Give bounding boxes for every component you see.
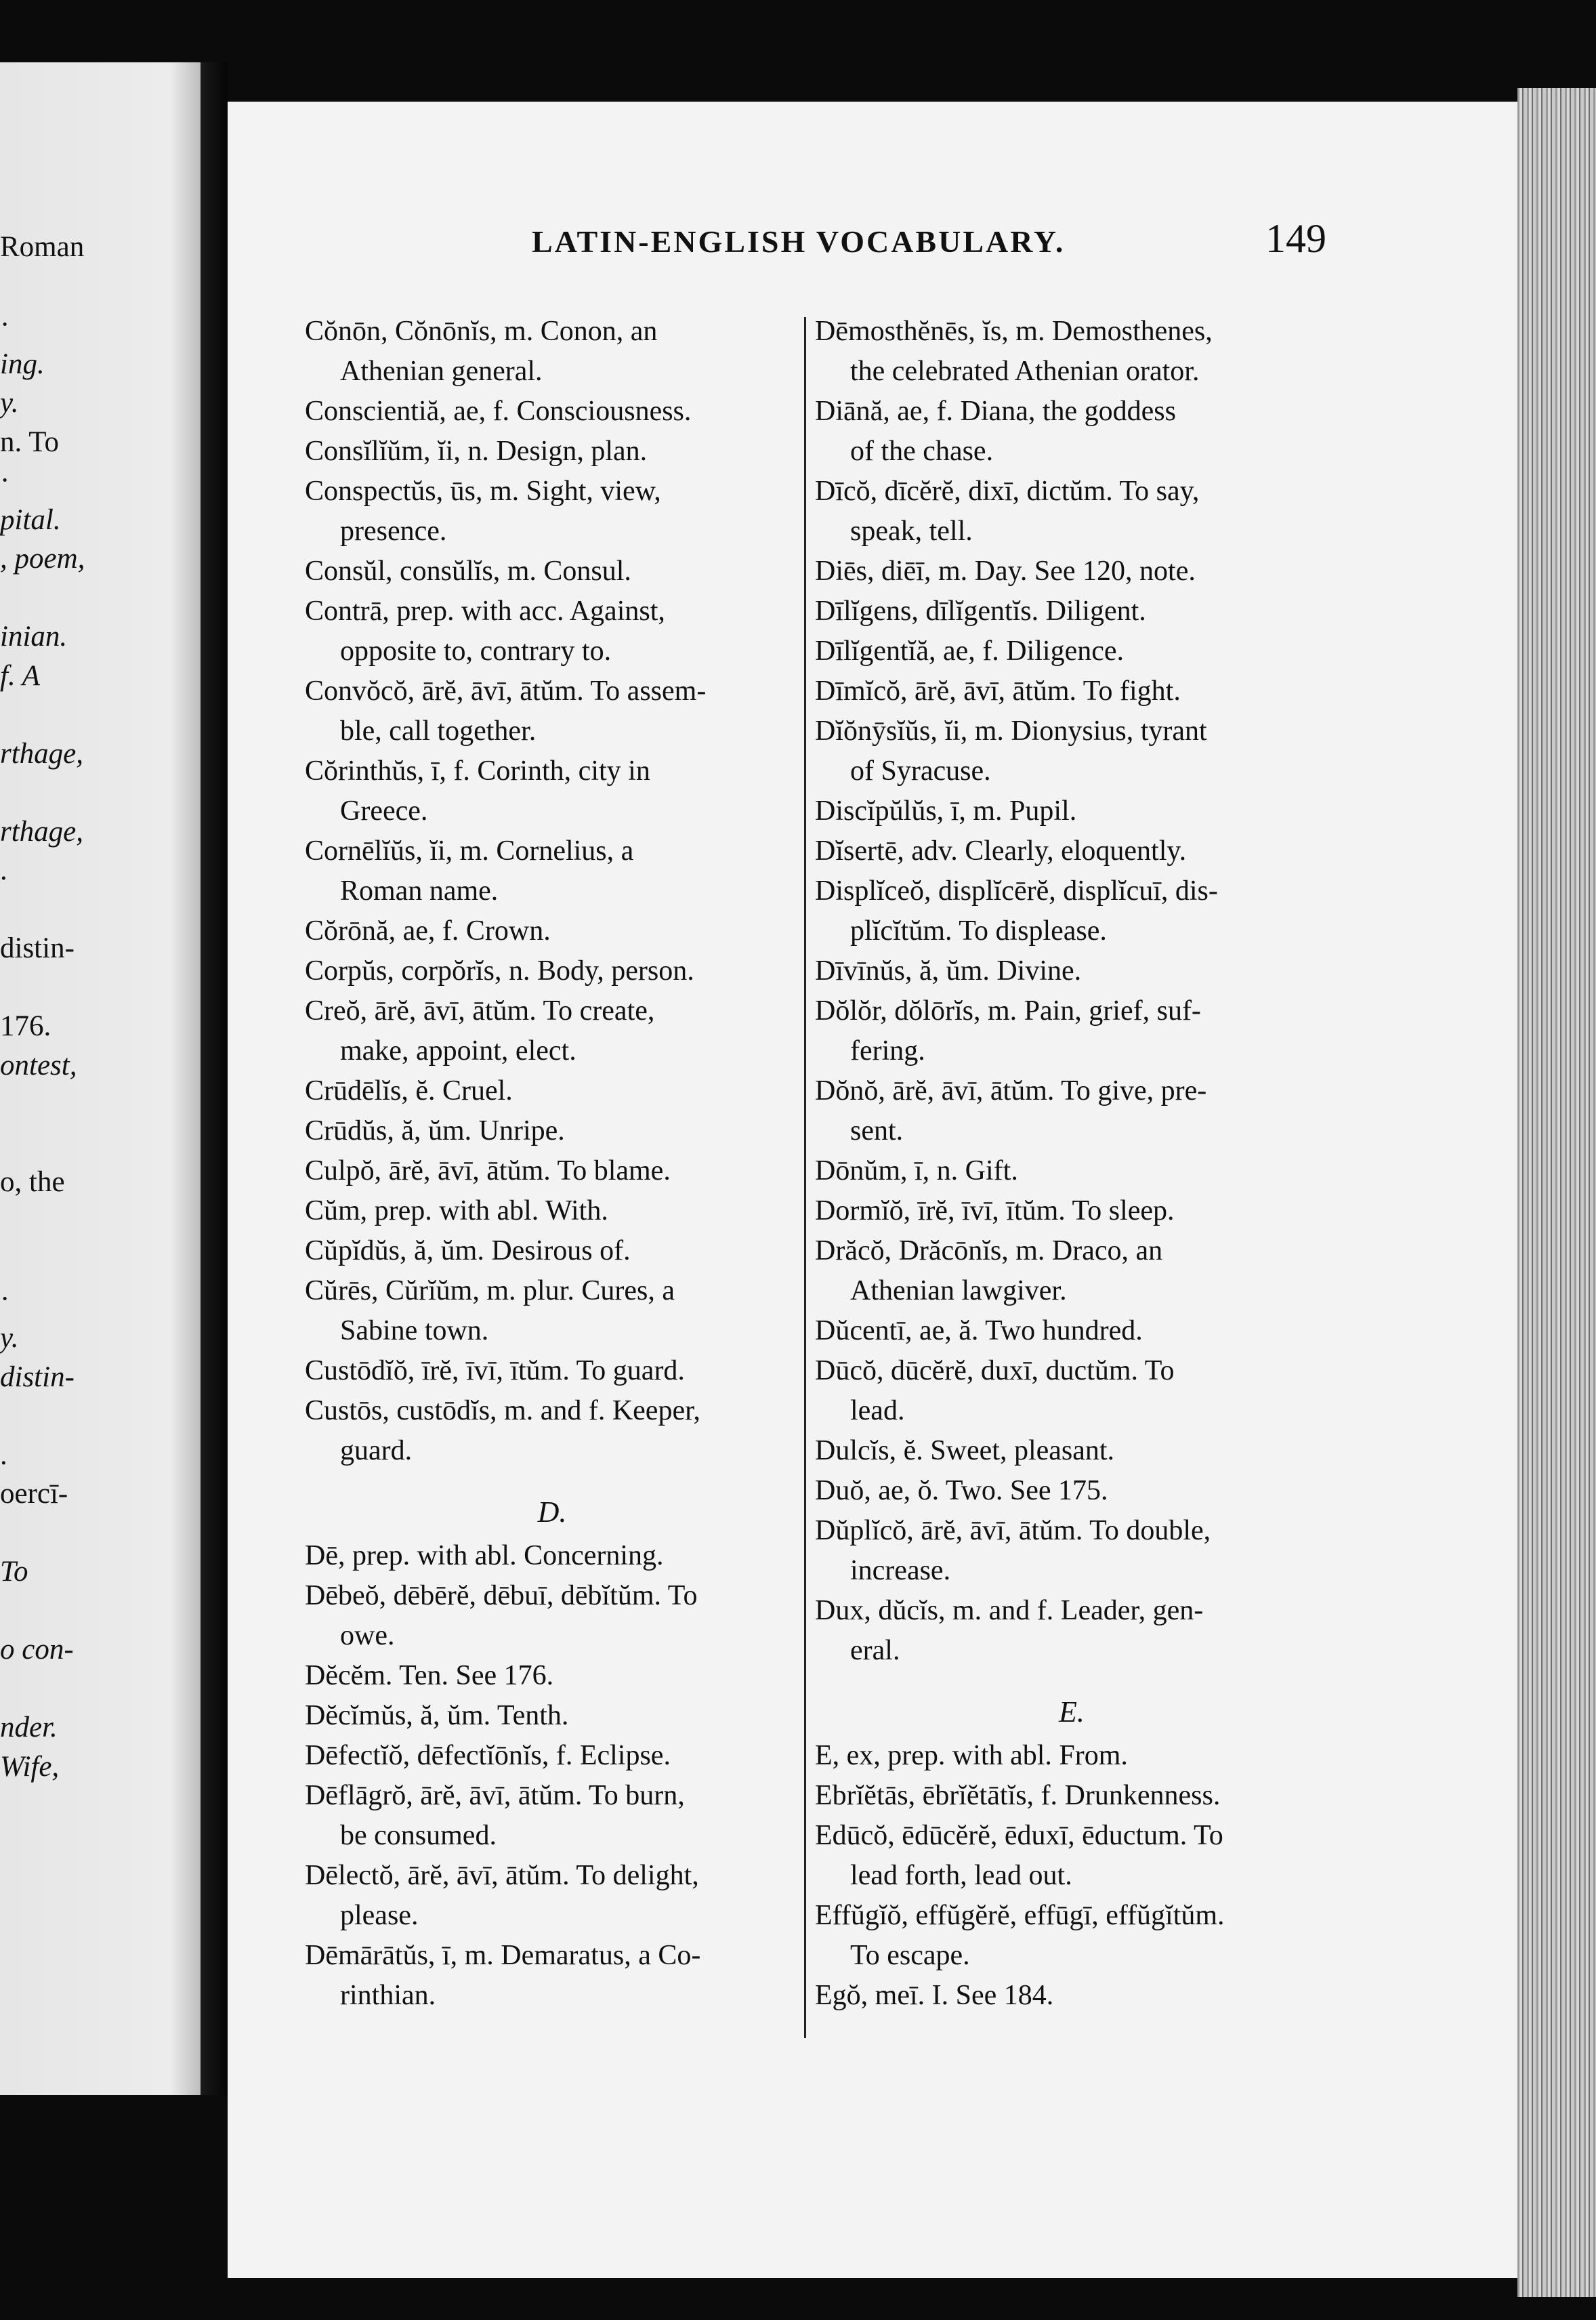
right-column (815, 312, 1328, 2016)
vocab-entry (815, 1311, 1328, 1351)
facing-page-text: y. (0, 1322, 19, 1354)
entry-line: Dulcĭs, ĕ. Sweet, pleasant. (815, 1435, 1115, 1466)
entry-line: Dēfectĭŏ, dēfectĭōnĭs, f. Eclipse. (305, 1740, 671, 1771)
entry-continuation: Greece. (340, 795, 428, 827)
vocab-entry (815, 1471, 1328, 1511)
page-edge (1517, 88, 1596, 2297)
entry-continuation: Athenian general. (340, 356, 543, 387)
facing-page-text: rthage, (0, 815, 84, 848)
entry-line: Dēbeŏ, dēbērĕ, dēbuī, dēbĭtŭm. To (305, 1580, 698, 1611)
facing-page-text: Wife, (0, 1750, 60, 1783)
facing-page-text: oercī- (0, 1478, 68, 1510)
vocab-entry (815, 472, 1328, 552)
vocab-entry (305, 592, 799, 671)
vocab-entry (815, 671, 1328, 711)
entry-line: Dŭplĭcŏ, ārĕ, āvī, ātŭm. To double, (815, 1515, 1211, 1546)
entry-line: Consŭl, consŭlĭs, m. Consul. (305, 556, 631, 587)
facing-page-text: f. A (0, 659, 40, 692)
vocab-entry (815, 871, 1328, 951)
vocab-entry (305, 1071, 799, 1111)
facing-page-text: y. (0, 387, 19, 419)
entry-line: Cŏrōnă, ae, f. Crown. (305, 915, 551, 947)
facing-page-text: rthage, (0, 737, 84, 770)
entry-line: Dē, prep. with abl. Concerning. (305, 1540, 664, 1571)
vocab-entry (305, 1151, 799, 1191)
entry-continuation: sent. (850, 1115, 904, 1146)
vocab-entry (305, 1696, 799, 1736)
vocab-entry (305, 1736, 799, 1776)
facing-page-fragment (0, 62, 201, 2095)
entry-line: Drăcŏ, Drăcōnĭs, m. Draco, an (815, 1235, 1163, 1266)
facing-page-text: Roman (0, 231, 85, 263)
left-column (305, 312, 799, 2016)
vocab-entry (305, 1776, 799, 1856)
entry-line: Creŏ, ārĕ, āvī, ātŭm. To create, (305, 995, 655, 1027)
entry-line: Contrā, prep. with acc. Against, (305, 596, 665, 627)
vocab-entry (305, 1576, 799, 1656)
vocab-entry (305, 432, 799, 472)
vocab-entry (815, 1071, 1328, 1151)
entry-line: Dūcŏ, dūcĕrĕ, duxī, ductŭm. To (815, 1355, 1175, 1386)
entry-line: Dēflāgrŏ, ārĕ, āvī, ātŭm. To burn, (305, 1780, 685, 1811)
entry-continuation: make, appoint, elect. (340, 1035, 576, 1066)
vocab-entry (305, 472, 799, 552)
vocab-entry (305, 951, 799, 991)
vocab-entry (815, 312, 1328, 392)
entry-line: Cŏrinthŭs, ī, f. Corinth, city in (305, 755, 650, 787)
entry-line: Dĭsertē, adv. Clearly, eloquently. (815, 835, 1187, 867)
entry-continuation: guard. (340, 1435, 413, 1466)
facing-page-text: n. To (0, 426, 59, 458)
entry-continuation: To escape. (850, 1940, 970, 1971)
column-divider (804, 317, 806, 2038)
vocab-entry (305, 911, 799, 951)
vocab-entry (305, 1656, 799, 1696)
entry-continuation: Roman name. (340, 875, 499, 907)
entry-line: Dōnŭm, ī, n. Gift. (815, 1155, 1018, 1186)
entry-continuation: eral. (850, 1635, 900, 1666)
entry-line: Dĕcĭmŭs, ă, ŭm. Tenth. (305, 1700, 569, 1731)
entry-line: Ebrĭĕtās, ēbrĭĕtātĭs, f. Drunkenness. (815, 1780, 1221, 1811)
vocab-entry (815, 991, 1328, 1071)
entry-line: Dēmārātŭs, ī, m. Demaratus, a Co- (305, 1940, 701, 1971)
entry-continuation: fering. (850, 1035, 925, 1066)
vocab-entry (305, 392, 799, 432)
entry-line: Duŏ, ae, ŏ. Two. See 175. (815, 1475, 1108, 1506)
entry-continuation: owe. (340, 1620, 395, 1651)
facing-page-text: · (0, 465, 10, 497)
entry-line: Conscientiă, ae, f. Consciousness. (305, 396, 692, 427)
entry-line: Effŭgĭŏ, effŭgĕrĕ, effūgī, effŭgĭtŭm. (815, 1900, 1225, 1931)
vocab-entry (305, 831, 799, 911)
vocab-entry (305, 1231, 799, 1271)
vocab-entry (815, 1151, 1328, 1191)
vocab-entry (815, 951, 1328, 991)
entry-line: Cornēlĭŭs, ĭi, m. Cornelius, a (305, 835, 634, 867)
book-gutter (201, 62, 228, 2095)
vocab-entry (815, 711, 1328, 791)
entry-line: Consĭlĭŭm, ĭi, n. Design, plan. (305, 436, 648, 467)
entry-continuation: the celebrated Athenian orator. (850, 356, 1200, 387)
entry-line: Custōs, custōdĭs, m. and f. Keeper, (305, 1395, 700, 1426)
entry-continuation: opposite to, contrary to. (340, 636, 612, 667)
facing-page-text: distin- (0, 932, 75, 964)
entry-line: Convŏcŏ, ārĕ, āvī, ātŭm. To assem- (305, 676, 707, 707)
entry-line: Diānă, ae, f. Diana, the goddess (815, 396, 1176, 427)
vocab-entry (815, 1591, 1328, 1671)
entry-line: Edūcŏ, ēdūcĕrĕ, ēduxī, ēductum. To (815, 1820, 1223, 1851)
entry-line: Cŏnōn, Cŏnōnĭs, m. Conon, an (305, 316, 658, 347)
vocab-entry (815, 1896, 1328, 1976)
vocab-entry (815, 552, 1328, 592)
vocab-entry (305, 671, 799, 751)
facing-page-text: . (0, 1438, 7, 1471)
entry-continuation: lead forth, lead out. (850, 1860, 1072, 1891)
entry-line: Dīcŏ, dīcĕrĕ, dixī, dictŭm. To say, (815, 476, 1200, 507)
vocab-entry (305, 1351, 799, 1391)
entry-continuation: speak, tell. (850, 516, 973, 547)
vocab-entry (815, 592, 1328, 631)
entry-line: Dĕcĕm. Ten. See 176. (305, 1660, 554, 1691)
entry-line: Dīlĭgentĭă, ae, f. Diligence. (815, 636, 1124, 667)
facing-page-text: pital. (0, 503, 61, 536)
entry-line: Displĭceŏ, displĭcērĕ, displĭcuī, dis- (815, 875, 1218, 907)
entry-line: Dŏlŏr, dŏlōrĭs, m. Pain, grief, suf- (815, 995, 1201, 1027)
entry-continuation: Sabine town. (340, 1315, 489, 1346)
section-letter: E. (1059, 1695, 1085, 1728)
vocab-entry (305, 751, 799, 831)
entry-line: Crūdŭs, ă, ŭm. Unripe. (305, 1115, 565, 1146)
vocab-entry (815, 791, 1328, 831)
entry-line: Cŭm, prep. with abl. With. (305, 1195, 608, 1226)
entry-continuation: increase. (850, 1555, 951, 1586)
entry-line: Dormĭŏ, īrĕ, īvī, ītŭm. To sleep. (815, 1195, 1175, 1226)
vocab-entry (815, 1976, 1328, 2016)
vocab-entry (815, 1191, 1328, 1231)
vocab-entry (305, 991, 799, 1071)
vocab-entry (815, 1431, 1328, 1471)
facing-page-text: 176. (0, 1010, 51, 1042)
entry-line: Egŏ, meī. I. See 184. (815, 1980, 1054, 2011)
facing-page-text: nder. (0, 1712, 58, 1743)
entry-line: Dīlĭgens, dīlĭgentĭs. Diligent. (815, 596, 1146, 627)
facing-page-text: distin- (0, 1361, 75, 1393)
vocab-entry (305, 312, 799, 392)
entry-line: Dēmosthĕnēs, ĭs, m. Demosthenes, (815, 316, 1213, 347)
entry-continuation: plĭcĭtŭm. To displease. (850, 915, 1107, 947)
entry-line: Dĭŏnȳsĭŭs, ĭi, m. Dionysius, tyrant (815, 716, 1207, 747)
entry-line: Cŭrēs, Cŭrĭŭm, m. plur. Cures, a (305, 1275, 675, 1306)
entry-line: Dux, dŭcĭs, m. and f. Leader, gen- (815, 1595, 1204, 1626)
facing-page-text: · (0, 309, 10, 341)
entry-line: Dŭcentī, ae, ă. Two hundred. (815, 1315, 1143, 1346)
vocab-entry (305, 1111, 799, 1151)
vocab-entry (305, 1936, 799, 2016)
facing-page-text: o, the (0, 1166, 65, 1198)
entry-continuation: be consumed. (340, 1820, 497, 1851)
vocab-entry (305, 1271, 799, 1351)
entry-line: Discĭpŭlŭs, ī, m. Pupil. (815, 795, 1077, 827)
vocab-entry (305, 1536, 799, 1576)
vocab-entry (815, 1231, 1328, 1311)
facing-page-text: . (0, 854, 7, 886)
facing-page-text: inian. (0, 621, 68, 652)
entry-continuation: ble, call together. (340, 716, 537, 747)
vocab-entry (815, 392, 1328, 472)
vocab-entry (815, 1816, 1328, 1896)
facing-page-text: To (0, 1556, 28, 1588)
entry-line: Dēlectŏ, ārĕ, āvī, ātŭm. To delight, (305, 1860, 699, 1891)
vocab-entry (305, 1856, 799, 1936)
facing-page-text: ing. (0, 348, 45, 380)
vocab-entry (305, 1391, 799, 1471)
facing-page-text: · (0, 1283, 10, 1315)
entry-line: Diēs, diēī, m. Day. See 120, note. (815, 556, 1196, 587)
entry-continuation: of Syracuse. (850, 755, 991, 787)
entry-continuation: rinthian. (340, 1980, 436, 2011)
running-head: LATIN-ENGLISH VOCABULARY. (532, 224, 1066, 259)
entry-line: Dŏnŏ, ārĕ, āvī, ātŭm. To give, pre- (815, 1075, 1207, 1106)
entry-continuation: lead. (850, 1395, 905, 1426)
vocab-entry (815, 831, 1328, 871)
entry-line: Corpŭs, corpŏrĭs, n. Body, person. (305, 955, 694, 987)
entry-line: Cŭpĭdŭs, ă, ŭm. Desirous of. (305, 1235, 631, 1266)
facing-page-text: , poem, (0, 543, 85, 575)
entry-line: Conspectŭs, ūs, m. Sight, view, (305, 476, 661, 507)
entry-continuation: please. (340, 1900, 419, 1931)
vocab-entry (305, 552, 799, 592)
vocab-entry (815, 1511, 1328, 1591)
section-letter: D. (537, 1495, 567, 1529)
facing-page-text: ontest, (0, 1049, 77, 1081)
entry-line: E, ex, prep. with abl. From. (815, 1740, 1128, 1771)
entry-line: Dīvīnŭs, ă, ŭm. Divine. (815, 955, 1082, 987)
vocab-entry (815, 631, 1328, 671)
vocab-entry (815, 1736, 1328, 1776)
entry-continuation: Athenian lawgiver. (850, 1275, 1067, 1306)
vocab-entry (815, 1351, 1328, 1431)
facing-page-text: o con- (0, 1634, 74, 1665)
entry-line: Dīmĭcŏ, ārĕ, āvī, ātŭm. To fight. (815, 676, 1181, 707)
entry-line: Culpŏ, ārĕ, āvī, ātŭm. To blame. (305, 1155, 671, 1186)
vocab-entry (815, 1776, 1328, 1816)
entry-line: Custōdĭŏ, īrĕ, īvī, ītŭm. To guard. (305, 1355, 685, 1386)
vocab-entry (305, 1191, 799, 1231)
entry-continuation: of the chase. (850, 436, 994, 467)
entry-continuation: presence. (340, 516, 447, 547)
entry-line: Crūdēlĭs, ĕ. Cruel. (305, 1075, 513, 1106)
page-number: 149 (1265, 216, 1326, 261)
